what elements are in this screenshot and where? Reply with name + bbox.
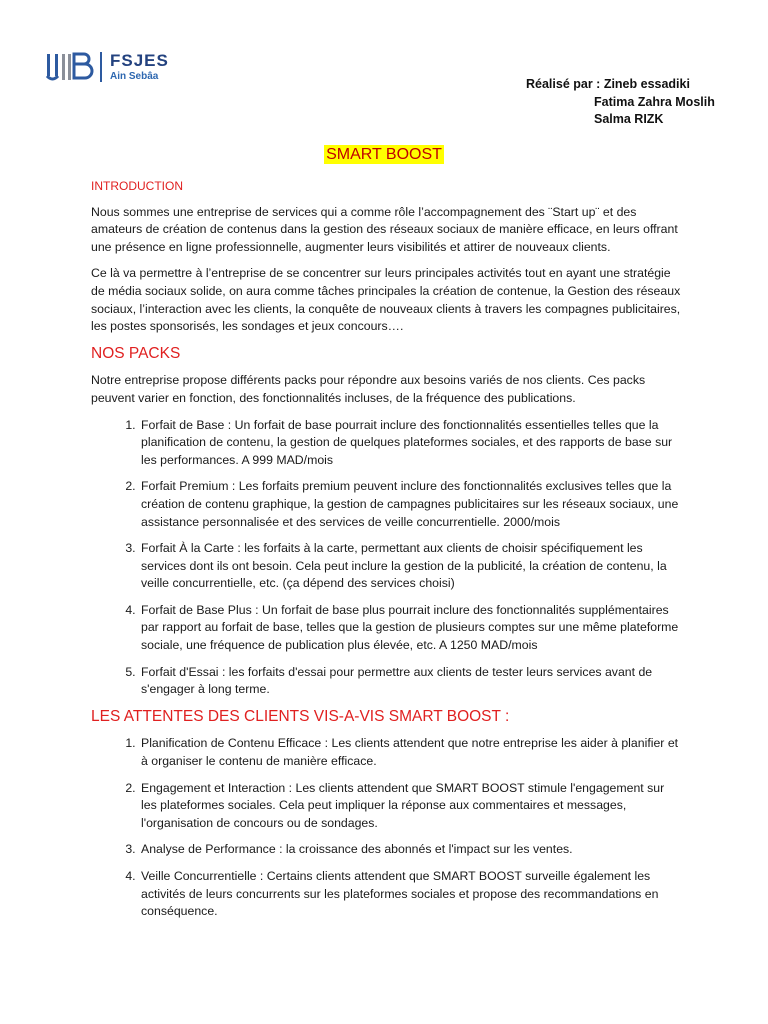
list-item: 3. Analyse de Performance : la croissance des abonnés et l'impact sur les ventes. bbox=[139, 841, 681, 859]
document-title bbox=[0, 146, 768, 164]
logo-title: FSJES bbox=[110, 51, 169, 70]
authors-label: Réalisé par : Zineb essadiki bbox=[526, 77, 690, 91]
author-name: Fatima Zahra Moslih bbox=[594, 94, 715, 109]
logo-subtitle: Ain Sebâa bbox=[110, 71, 159, 82]
author-name: Salma RIZK bbox=[594, 112, 664, 126]
intro-paragraph: Ce là va permettre à l’entreprise de se concentrer sur leurs principales activités tout en ayant une stratégie de média sociaux solide, on aura comme tâches principales la création de contenue, la Gestion des réseaux sociaux, l’interaction avec les clients, la conquête de nouveaux clients à travers les compagnes publicitaires, les postes sponsorisés, les sondages et jeux concours…. bbox=[91, 266, 681, 334]
intro-heading: INTRODUCTION bbox=[91, 179, 183, 193]
document-body bbox=[91, 178, 681, 930]
logo-text-group bbox=[110, 52, 169, 82]
list-item: 4. Forfait de Base Plus : Un forfait de base plus pourrait inclure des fonctionnalités supplémentaires par rapport au forfait de base, telles que la gestion de plusieurs comptes sur une même plateforme sociale, une fréquence de publication plus élevée, etc. A 1250 MAD/mois bbox=[139, 602, 681, 655]
packs-list bbox=[91, 417, 681, 699]
attentes-heading: LES ATTENTES DES CLIENTS VIS-A-VIS SMART BOOST : bbox=[91, 707, 510, 725]
logo-divider bbox=[100, 52, 102, 82]
list-item: 2. Forfait Premium : Les forfaits premium peuvent inclure des fonctionnalités exclusives telles que la création de contenu graphique, la gestion de campagnes publicitaires sur les réseaux sociaux, une assistance personnalisée et des services de veille concurrentielle. 2000/mois bbox=[139, 478, 681, 531]
list-item: 1. Forfait de Base : Un forfait de base pourrait inclure des fonctionnalités essentielles telles que la planification de contenu, la gestion de quelques plateformes sociales, et des rapports de base sur les performances. A 999 MAD/mois bbox=[139, 417, 681, 470]
university-emblem-icon bbox=[46, 50, 96, 84]
list-item: 1. Planification de Contenu Efficace : Les clients attendent que notre entreprise les aider à planifier et à organiser le contenu de manière efficace. bbox=[139, 735, 681, 770]
packs-heading: NOS PACKS bbox=[91, 344, 181, 362]
document-title-text: SMART BOOST bbox=[326, 146, 442, 163]
list-item: 5. Forfait d'Essai : les forfaits d'essai pour permettre aux clients de tester leurs services avant de s'engager à long terme. bbox=[139, 664, 681, 699]
list-item: 3. Forfait À la Carte : les forfaits à la carte, permettant aux clients de choisir spécifiquement les services dont ils ont besoin. Cela peut inclure la gestion de la publicité, la création de contenu, la veille concurrentielle, etc. (ça dépend des services choisi) bbox=[139, 540, 681, 593]
attentes-list bbox=[91, 735, 681, 920]
fsjes-logo bbox=[46, 49, 169, 85]
packs-intro-paragraph: Notre entreprise propose différents packs pour répondre aux besoins variés de nos clients. Ces packs peuvent varier en fonction, des fonctionnalités incluses, de la fréquence des publications. bbox=[91, 373, 646, 405]
list-item: 4. Veille Concurrentielle : Certains clients attendent que SMART BOOST surveille également les activités de leurs concurrents sur les plateformes sociales et propose des recommandations en conséquence. bbox=[139, 868, 681, 921]
intro-paragraph: Nous sommes une entreprise de services qui a comme rôle l’accompagnement des ¨Start up¨ et des amateurs de création de contenus dans la gestion des réseaux sociaux de manière efficace, en leurs offrant une présence en ligne professionnelle, augmenter leurs visibilités et attirer de nouveaux clients. bbox=[91, 204, 678, 254]
list-item: 2. Engagement et Interaction : Les clients attendent que SMART BOOST stimule l'engagement sur les plateformes sociales. Cela peut impliquer la réponse aux commentaires et messages, l'organisation de concours ou de sondages. bbox=[139, 780, 681, 833]
authors-block bbox=[526, 76, 715, 129]
